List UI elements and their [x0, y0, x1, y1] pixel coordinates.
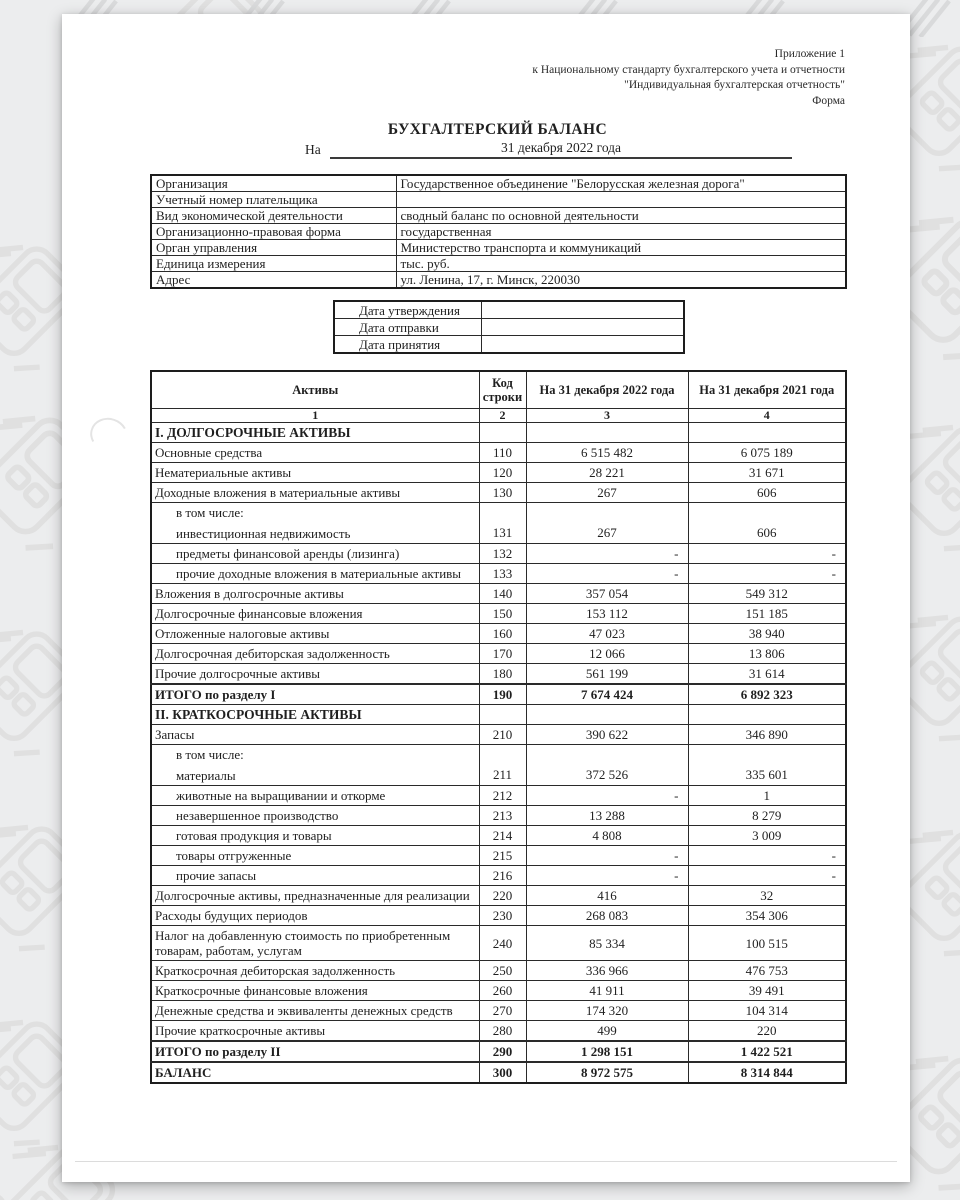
- cell-value-2022: 85 334: [526, 926, 688, 961]
- row-label: Прочие краткосрочные активы: [155, 1023, 326, 1038]
- cell-value-2021: -: [688, 544, 846, 564]
- page-title: БУХГАЛТЕРСКИЙ БАЛАНС: [387, 121, 608, 138]
- balance-table-head: [151, 371, 846, 423]
- table-row: [151, 786, 846, 806]
- cell-label: [151, 926, 479, 961]
- appendix-line: Приложение 1: [774, 48, 845, 60]
- row-label: Краткосрочная дебиторская задолженность: [155, 963, 396, 978]
- cell-value-2022: 268 083: [526, 906, 688, 926]
- cell-value-2021: 6 075 189: [688, 443, 846, 463]
- cell-code: 131: [479, 503, 526, 544]
- balance-table-body: [151, 423, 846, 1084]
- cell-value-2021: 1: [688, 786, 846, 806]
- row-label: прочие доходные вложения в материальные активы: [176, 566, 462, 581]
- cell-value-2022: 1 298 151: [526, 1041, 688, 1062]
- cell-value-2022: -: [526, 786, 688, 806]
- cell-label: [151, 544, 479, 564]
- cell-value-2021: 32: [688, 886, 846, 906]
- table-row: [151, 961, 846, 981]
- cell-code: 215: [479, 846, 526, 866]
- date-prefix-label: На: [305, 142, 321, 157]
- info-row: [334, 301, 684, 319]
- info-value: ул. Ленина, 17, г. Минск, 220030: [396, 272, 846, 289]
- cell-code: 280: [479, 1021, 526, 1042]
- document-content: [150, 14, 845, 1084]
- cell-code: [479, 423, 526, 443]
- row-label: Денежные средства и эквиваленты денежных средств: [155, 1003, 453, 1018]
- org-info-table: [150, 174, 847, 289]
- cell-label: [151, 806, 479, 826]
- cell-value-2022: [526, 423, 688, 443]
- appendix-line: "Индивидуальная бухгалтерская отчетность": [624, 79, 845, 91]
- cell-value-2022: 41 911: [526, 981, 688, 1001]
- total-row: [151, 1062, 846, 1083]
- appendix-note: [150, 47, 845, 109]
- info-label: Вид экономической деятельности: [151, 208, 396, 224]
- cell-label: [151, 705, 479, 725]
- row-label: Расходы будущих периодов: [155, 908, 308, 923]
- cell-value-2021: 3 009: [688, 826, 846, 846]
- cell-value-2021: 38 940: [688, 624, 846, 644]
- dates-table: [333, 300, 685, 354]
- cell-label: [151, 906, 479, 926]
- row-label: Прочие долгосрочные активы: [155, 666, 320, 681]
- cell-value-2021: 335 601: [688, 745, 846, 786]
- cell-code: 140: [479, 584, 526, 604]
- cell-value-2021: 354 306: [688, 906, 846, 926]
- table-row: [151, 604, 846, 624]
- cell-label: [151, 644, 479, 664]
- cell-code: 210: [479, 725, 526, 745]
- row-label: товары отгруженные: [176, 848, 292, 863]
- cell-code: 190: [479, 684, 526, 705]
- cell-code: 300: [479, 1062, 526, 1083]
- cell-label: [151, 463, 479, 483]
- cell-value-2021: 151 185: [688, 604, 846, 624]
- table-row: [151, 981, 846, 1001]
- col-header-2021: На 31 декабря 2021 года: [688, 371, 846, 409]
- cell-code: 150: [479, 604, 526, 624]
- appendix-line: к Национальному стандарту бухгалтерского учета и отчетности: [532, 63, 845, 76]
- row-label: Налог на добавленную стоимость по приобретенным товарам, работам, услугам: [155, 928, 451, 958]
- cell-value-2022: 561 199: [526, 664, 688, 685]
- cell-label: [151, 866, 479, 886]
- cell-label: [151, 745, 479, 786]
- cell-label: [151, 981, 479, 1001]
- cell-code: 250: [479, 961, 526, 981]
- cell-label: [151, 826, 479, 846]
- cell-value-2021: [688, 423, 846, 443]
- table-row: [151, 926, 846, 961]
- cell-value-2022: 153 112: [526, 604, 688, 624]
- col-header-assets: Активы: [151, 371, 479, 409]
- cell-value-2022: 6 515 482: [526, 443, 688, 463]
- document-page: [62, 14, 910, 1182]
- cell-value-2022: -: [526, 866, 688, 886]
- cell-value-2022: 416: [526, 886, 688, 906]
- col-number: 1: [151, 409, 479, 423]
- info-label: Дата отправки: [334, 319, 481, 336]
- cell-value-2021: 8 314 844: [688, 1062, 846, 1083]
- cell-value-2022: 336 966: [526, 961, 688, 981]
- report-date-line: [150, 140, 845, 162]
- row-label: Долгосрочные финансовые вложения: [155, 606, 363, 621]
- cell-value-2021: 6 892 323: [688, 684, 846, 705]
- info-label: Дата утверждения: [334, 301, 481, 319]
- row-prelabel: в том числе:: [176, 747, 244, 762]
- cell-value-2021: 8 279: [688, 806, 846, 826]
- cell-value-2021: 606: [688, 483, 846, 503]
- info-value: государственная: [396, 224, 846, 240]
- cell-value-2022: 13 288: [526, 806, 688, 826]
- info-row: [151, 175, 846, 192]
- balance-header-row: [151, 371, 846, 409]
- cell-label: [151, 1021, 479, 1042]
- table-row: [151, 443, 846, 463]
- cell-value-2022: 390 622: [526, 725, 688, 745]
- cell-code: 132: [479, 544, 526, 564]
- cell-label: [151, 961, 479, 981]
- cell-code: 212: [479, 786, 526, 806]
- section-row: [151, 423, 846, 443]
- info-value: сводный баланс по основной деятельности: [396, 208, 846, 224]
- cell-value-2022: 7 674 424: [526, 684, 688, 705]
- cell-value-2021: -: [688, 846, 846, 866]
- cell-value-2022: 267: [526, 503, 688, 544]
- info-value: [481, 336, 684, 354]
- info-label: Организация: [151, 175, 396, 192]
- total-row: [151, 684, 846, 705]
- cell-label: [151, 886, 479, 906]
- row-label: прочие запасы: [176, 868, 257, 883]
- table-row: [151, 483, 846, 503]
- cell-code: 160: [479, 624, 526, 644]
- info-value: [481, 319, 684, 336]
- table-row: [151, 1021, 846, 1042]
- cell-value-2021: -: [688, 866, 846, 886]
- col-number: 3: [526, 409, 688, 423]
- cell-value-2022: 4 808: [526, 826, 688, 846]
- info-label: Учетный номер плательщика: [151, 192, 396, 208]
- cell-value-2022: 372 526: [526, 745, 688, 786]
- cell-label: [151, 1062, 479, 1083]
- row-label: животные на выращивании и откорме: [176, 788, 386, 803]
- table-row: [151, 584, 846, 604]
- cell-label: [151, 443, 479, 463]
- cell-label: [151, 725, 479, 745]
- cell-value-2022: -: [526, 564, 688, 584]
- row-label: ИТОГО по разделу I: [155, 687, 276, 702]
- cell-value-2022: 357 054: [526, 584, 688, 604]
- row-label: Долгосрочная дебиторская задолженность: [155, 646, 390, 661]
- cell-code: 120: [479, 463, 526, 483]
- row-label: I. ДОЛГОСРОЧНЫЕ АКТИВЫ: [155, 425, 351, 440]
- cell-label: [151, 423, 479, 443]
- row-label: материалы: [176, 768, 236, 783]
- info-value: Министерство транспорта и коммуникаций: [396, 240, 846, 256]
- row-label: БАЛАНС: [155, 1065, 212, 1080]
- total-row: [151, 1041, 846, 1062]
- cell-code: 290: [479, 1041, 526, 1062]
- column-numbers-row: [151, 409, 846, 423]
- cell-code: 110: [479, 443, 526, 463]
- cell-code: 214: [479, 826, 526, 846]
- table-row: [151, 463, 846, 483]
- row-label: Запасы: [155, 727, 195, 742]
- cell-value-2022: -: [526, 846, 688, 866]
- row-label: готовая продукция и товары: [176, 828, 332, 843]
- row-label: Вложения в долгосрочные активы: [155, 586, 344, 601]
- cell-value-2021: 476 753: [688, 961, 846, 981]
- cell-value-2021: 31 671: [688, 463, 846, 483]
- cell-code: 213: [479, 806, 526, 826]
- cell-code: 180: [479, 664, 526, 685]
- row-label: предметы финансовой аренды (лизинга): [176, 546, 400, 561]
- report-date-value: 31 декабря 2022 года: [330, 140, 792, 159]
- row-label: Нематериальные активы: [155, 465, 292, 480]
- table-row: [151, 886, 846, 906]
- info-label: Единица измерения: [151, 256, 396, 272]
- cell-label: [151, 604, 479, 624]
- cell-value-2022: [526, 705, 688, 725]
- cell-label: [151, 1041, 479, 1062]
- info-label: Орган управления: [151, 240, 396, 256]
- table-row: [151, 1001, 846, 1021]
- row-prelabel: в том числе:: [176, 505, 244, 520]
- cell-value-2022: 174 320: [526, 1001, 688, 1021]
- cell-code: 133: [479, 564, 526, 584]
- cell-code: 260: [479, 981, 526, 1001]
- table-row: [151, 826, 846, 846]
- org-info-body: [151, 175, 846, 288]
- cell-code: 216: [479, 866, 526, 886]
- info-row: [334, 319, 684, 336]
- balance-table: [150, 370, 847, 1084]
- col-header-2022: На 31 декабря 2022 года: [526, 371, 688, 409]
- col-number: 4: [688, 409, 846, 423]
- info-row: [151, 208, 846, 224]
- cell-label: [151, 584, 479, 604]
- table-row: [151, 664, 846, 685]
- cell-value-2022: 47 023: [526, 624, 688, 644]
- table-row: [151, 503, 846, 544]
- info-row: [151, 224, 846, 240]
- table-row: [151, 644, 846, 664]
- cell-value-2022: 28 221: [526, 463, 688, 483]
- dates-body: [334, 301, 684, 353]
- cell-code: 170: [479, 644, 526, 664]
- row-label: незавершенное производство: [176, 808, 339, 823]
- cell-code: 220: [479, 886, 526, 906]
- cell-label: [151, 503, 479, 544]
- table-row: [151, 745, 846, 786]
- cell-code: 130: [479, 483, 526, 503]
- cell-value-2022: 499: [526, 1021, 688, 1042]
- appendix-line: Форма: [812, 94, 845, 107]
- cell-label: [151, 846, 479, 866]
- cell-code: 240: [479, 926, 526, 961]
- row-label: ИТОГО по разделу II: [155, 1044, 281, 1059]
- cell-label: [151, 664, 479, 685]
- row-label: Долгосрочные активы, предназначенные для реализации: [155, 888, 470, 903]
- cell-value-2021: 31 614: [688, 664, 846, 685]
- cell-value-2021: 104 314: [688, 1001, 846, 1021]
- table-row: [151, 564, 846, 584]
- row-label: Краткосрочные финансовые вложения: [155, 983, 368, 998]
- row-label: Отложенные налоговые активы: [155, 626, 330, 641]
- section-row: [151, 705, 846, 725]
- cell-label: [151, 483, 479, 503]
- cell-code: 230: [479, 906, 526, 926]
- cell-value-2021: 13 806: [688, 644, 846, 664]
- table-row: [151, 544, 846, 564]
- info-label: Адрес: [151, 272, 396, 289]
- col-header-code: Код строки: [479, 371, 526, 409]
- cell-label: [151, 564, 479, 584]
- row-label: Доходные вложения в материальные активы: [155, 485, 401, 500]
- info-value: [396, 192, 846, 208]
- row-label: II. КРАТКОСРОЧНЫЕ АКТИВЫ: [155, 707, 362, 722]
- table-row: [151, 806, 846, 826]
- cell-value-2021: [688, 705, 846, 725]
- cell-value-2021: 100 515: [688, 926, 846, 961]
- info-value: Государственное объединение "Белорусская железная дорога": [396, 175, 846, 192]
- cell-label: [151, 624, 479, 644]
- cell-label: [151, 786, 479, 806]
- cell-value-2021: 346 890: [688, 725, 846, 745]
- cell-label: [151, 1001, 479, 1021]
- cell-value-2021: -: [688, 564, 846, 584]
- cell-value-2022: 12 066: [526, 644, 688, 664]
- info-value: тыс. руб.: [396, 256, 846, 272]
- col-number: 2: [479, 409, 526, 423]
- cell-value-2021: 220: [688, 1021, 846, 1042]
- table-row: [151, 725, 846, 745]
- cell-label: [151, 684, 479, 705]
- info-label: Организационно-правовая форма: [151, 224, 396, 240]
- info-row: [151, 256, 846, 272]
- table-row: [151, 846, 846, 866]
- cell-value-2022: -: [526, 544, 688, 564]
- cell-code: [479, 705, 526, 725]
- cell-value-2021: 1 422 521: [688, 1041, 846, 1062]
- info-row: [151, 192, 846, 208]
- info-row: [334, 336, 684, 354]
- cell-value-2022: 267: [526, 483, 688, 503]
- row-label: Основные средства: [155, 445, 263, 460]
- cell-value-2021: 39 491: [688, 981, 846, 1001]
- cell-value-2021: 549 312: [688, 584, 846, 604]
- footer-divider: [75, 1161, 897, 1162]
- table-row: [151, 866, 846, 886]
- row-label: инвестиционная недвижимость: [176, 526, 351, 541]
- cell-value-2022: 8 972 575: [526, 1062, 688, 1083]
- info-row: [151, 272, 846, 289]
- cell-code: 211: [479, 745, 526, 786]
- cell-value-2021: 606: [688, 503, 846, 544]
- info-row: [151, 240, 846, 256]
- table-row: [151, 624, 846, 644]
- cell-code: 270: [479, 1001, 526, 1021]
- table-row: [151, 906, 846, 926]
- info-value: [481, 301, 684, 319]
- info-label: Дата принятия: [334, 336, 481, 354]
- scan-artifact: [86, 413, 133, 457]
